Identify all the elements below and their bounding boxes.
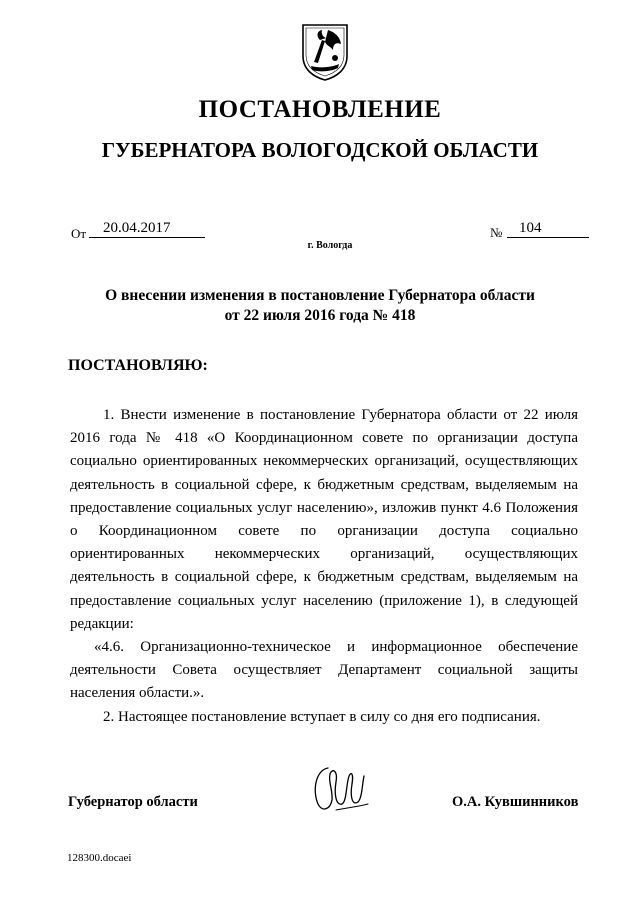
subject-line-1: О внесении изменения в постановление Губернатора области <box>105 287 535 304</box>
document-title: ПОСТАНОВЛЕНИЕ <box>198 96 442 123</box>
date-value: 20.04.2017 <box>89 219 205 238</box>
city-label: г. Вологда <box>307 240 353 251</box>
coat-of-arms-icon <box>300 22 350 82</box>
document-body <box>70 404 578 729</box>
document-subject <box>0 286 640 326</box>
document-subtitle: ГУБЕРНАТОРА ВОЛОГОДСКОЙ ОБЛАСТИ <box>101 138 539 162</box>
signatory-name: О.А. Кувшинников <box>452 794 579 810</box>
number-label: № <box>490 225 503 240</box>
signatory-position: Губернатор области <box>68 794 198 810</box>
decree-word: ПОСТАНОВЛЯЮ: <box>68 357 208 374</box>
date-label: От <box>71 226 87 241</box>
paragraph-1: 1. Внести изменение в постановление Губернатора области от 22 июля 2016 года № 418 «О Координационном совете по организации доступа социально ориентированных некоммерческих организаций, осуществляющих деятельность в социальной сфере, к бюджетным средствам, выделяемым на предоставление социальных услуг населению», изложив пункт 4.6 Положения о Координационном совете по организации доступа социально ориентированных некоммерческих организаций, осуществляющих деятельность в социальной сфере, к бюджетным средствам, выделяемым на предоставление социальных услуг населению (приложение 1), в следующей редакции: <box>70 407 578 632</box>
file-reference: 128300.docaei <box>67 852 132 864</box>
handwritten-signature-icon <box>306 760 376 820</box>
number-value: 104 <box>507 219 589 238</box>
paragraph-3: 2. Настоящее постановление вступает в силу со дня его подписания. <box>103 708 541 725</box>
subject-line-2: от 22 июля 2016 года № 418 <box>224 307 416 324</box>
paragraph-2: «4.6. Организационно-техническое и информационное обеспечение деятельности Совета осуществляет Департамент социальной защиты населения области.». <box>70 639 578 702</box>
